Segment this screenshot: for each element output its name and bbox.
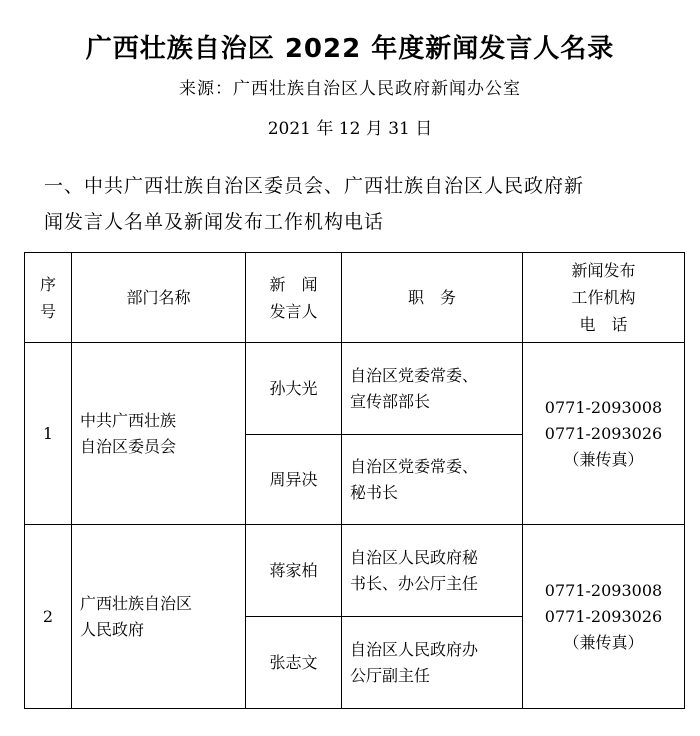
spokesperson-name: 周异决 (246, 435, 342, 525)
position-cell: 自治区党委常委、 秘书长 (342, 435, 523, 525)
section-heading (44, 168, 664, 240)
header-position: 职 务 (342, 253, 523, 343)
source-line: 来源：广西壮族自治区人民政府新闻办公室 (179, 79, 521, 99)
phone-cell: 0771-2093008 0771-2093026 （兼传真） (523, 525, 685, 709)
seq-cell: 2 (25, 525, 72, 709)
header-spokesperson: 新 闻 发言人 (246, 253, 342, 343)
section-heading-line-2: 闻发言人名单及新闻发布工作机构电话 (44, 211, 385, 233)
spokesperson-name: 孙大光 (246, 343, 342, 435)
header-seq: 序 号 (25, 253, 72, 343)
phone-cell: 0771-2093008 0771-2093026 （兼传真） (523, 343, 685, 525)
seq-cell: 1 (25, 343, 72, 525)
position-cell: 自治区党委常委、 宣传部部长 (342, 343, 523, 435)
position-cell: 自治区人民政府秘 书长、办公厅主任 (342, 525, 523, 617)
header-phone: 新闻发布 工作机构 电 话 (523, 253, 685, 343)
header-dept: 部门名称 (72, 253, 246, 343)
dept-cell: 广西壮族自治区 人民政府 (72, 525, 246, 709)
spokesperson-table (24, 252, 685, 709)
spokesperson-name: 张志文 (246, 617, 342, 709)
table-row (25, 525, 685, 617)
dept-cell: 中共广西壮族 自治区委员会 (72, 343, 246, 525)
section-heading-line-1: 一、中共广西壮族自治区委员会、广西壮族自治区人民政府新 (44, 175, 585, 197)
table-row (25, 343, 685, 435)
table-header-row (25, 253, 685, 343)
spokesperson-name: 蒋家柏 (246, 525, 342, 617)
date-line: 2021 年 12 月 31 日 (267, 119, 433, 139)
position-cell: 自治区人民政府办 公厅副主任 (342, 617, 523, 709)
document-title: 广西壮族自治区 2022 年度新闻发言人名录 (85, 34, 615, 64)
